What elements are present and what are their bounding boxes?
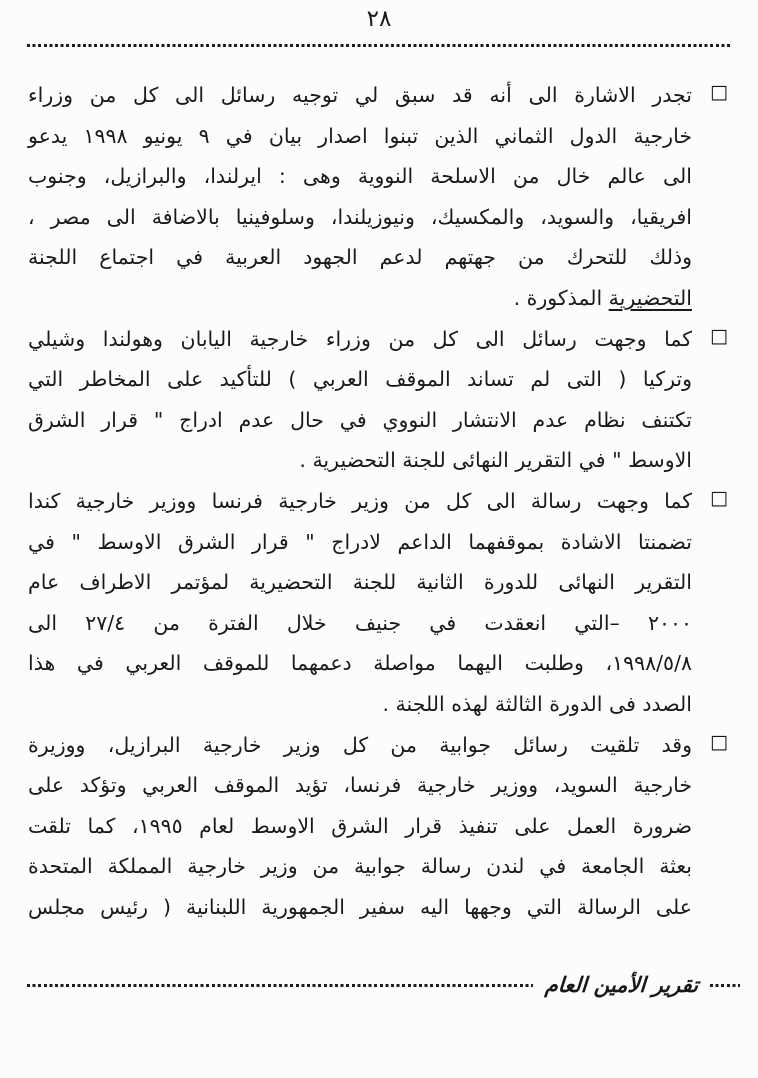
text-line: خارجية السويد، ووزير خارجية فرنسا، تؤيد الموقف العربي وتؤكد على bbox=[28, 773, 692, 798]
text-line: وذلك للتحرك من جهتهم لدعم الجهود العربية في اجتماع اللجنة bbox=[28, 245, 692, 270]
underlined-word: التحضيرية bbox=[608, 285, 692, 310]
bullet-square-icon: □ bbox=[710, 730, 728, 753]
text-line: الاوسط " في التقرير النهائى للجنة التحضيرية . bbox=[299, 448, 692, 473]
text-line: تجدر الاشارة الى أنه قد سبق لي توجيه رسائل الى كل من وزراء bbox=[28, 83, 692, 107]
footer bbox=[27, 963, 740, 1007]
paragraph bbox=[28, 725, 730, 928]
text-line: التقرير النهائى للدورة الثانية للجنة التحضيرية لمؤتمر الاطراف عام bbox=[28, 570, 692, 595]
paragraph bbox=[28, 75, 730, 319]
text-line: ضرورة العمل على تنفيذ قرار الشرق الاوسط لعام ١٩٩٥، كما تلقت bbox=[28, 813, 692, 838]
text-line-rest: المذكورة . bbox=[513, 285, 609, 310]
text-line bbox=[28, 278, 692, 319]
text-line: الصدد فى الدورة الثالثة لهذه اللجنة . bbox=[382, 691, 692, 716]
paragraph bbox=[28, 481, 730, 725]
header-rule bbox=[27, 44, 732, 47]
footer-rule-left bbox=[27, 984, 533, 987]
paragraph bbox=[28, 319, 730, 481]
text-line: افريقيا، والسويد، والمكسيك، ونيوزيلندا، وسلوفينيا بالاضافة الى مصر ، bbox=[28, 204, 692, 229]
text-line: الى عالم خال من الاسلحة النووية وهى : ايرلندا، والبرازيل، وجنوب bbox=[28, 164, 692, 189]
text-line: وقد تلقيت رسائل جوابية من كل وزير خارجية البرازيل، ووزيرة bbox=[28, 732, 692, 757]
text-line: تكتنف نظام عدم الانتشار النووي في حال عدم ادراج " قرار الشرق bbox=[28, 407, 692, 432]
text-line: على الرسالة التي وجهها اليه سفير الجمهورية اللبنانية ( رئيس مجلس bbox=[28, 894, 692, 919]
bullet-square-icon: □ bbox=[710, 81, 728, 103]
text-line: ٢٠٠٠ –التي انعقدت في جنيف خلال الفترة من ٢٧/٤ الى bbox=[28, 610, 692, 635]
text-line: بعثة الجامعة في لندن رسالة جوابية من وزير خارجية المملكة المتحدة bbox=[28, 854, 692, 879]
text-line: كما وجهت رسائل الى كل من وزراء خارجية اليابان وهولندا وشيلي bbox=[28, 326, 692, 351]
text-line: خارجية الدول الثماني الذين تبنوا اصدار بيان في ٩ يونيو ١٩٩٨ يدعو bbox=[28, 123, 692, 148]
bullet-square-icon: □ bbox=[710, 324, 728, 347]
text-line: ١٩٩٨/٥/٨، وطلبت اليهما مواصلة دعمهما للموقف العربي في هذا bbox=[28, 651, 692, 676]
text-body bbox=[28, 75, 730, 927]
footer-rule-right bbox=[710, 984, 740, 987]
text-line: كما وجهت رسالة الى كل من وزير خارجية فرنسا ووزير خارجية كندا bbox=[28, 488, 692, 513]
bullet-square-icon: □ bbox=[710, 486, 728, 509]
page-number: ٢٨ bbox=[366, 6, 392, 32]
footer-running-title: تقرير الأمين العام bbox=[543, 973, 699, 997]
text-line: تضمنتا الاشادة بموقفهما الداعم لادراج " قرار الشرق الاوسط " في bbox=[28, 529, 692, 554]
text-line: وتركيا ( التى لم تساند الموقف العربي ) للتأكيد على المخاطر التي bbox=[28, 367, 692, 392]
